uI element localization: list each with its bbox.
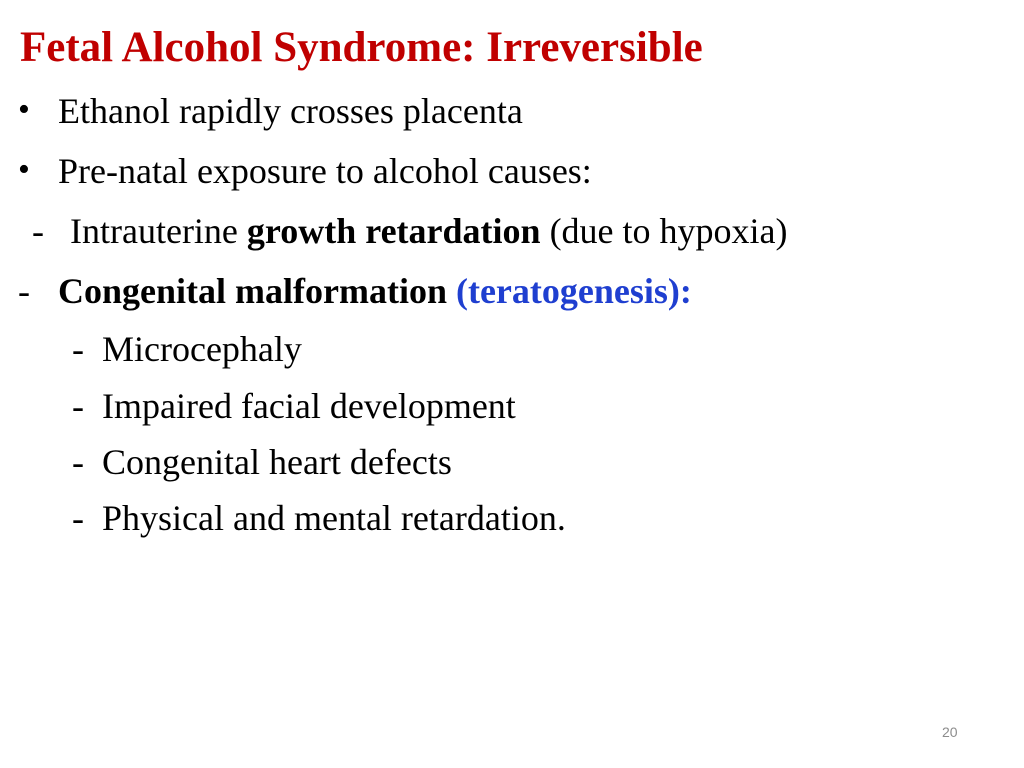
dash-item-blue: (teratogenesis): — [455, 271, 692, 311]
dash-item-text — [58, 270, 692, 313]
dash-item-suffix: (due to hypoxia) — [540, 211, 788, 251]
sub-item-text: Impaired facial development — [102, 386, 516, 426]
dash-item-prefix: Intrauterine — [70, 211, 247, 251]
sub-marker: - — [72, 329, 84, 369]
bullet-marker: • — [18, 91, 30, 128]
slide-title: Fetal Alcohol Syndrome: Irreversible — [20, 24, 703, 71]
sub-item-text: Congenital heart defects — [102, 442, 452, 482]
sub-marker: - — [72, 386, 84, 426]
dash-item-bold: growth retardation — [246, 211, 541, 251]
sub-item-text: Microcephaly — [102, 329, 302, 369]
bullet-text: Ethanol rapidly crosses placenta — [58, 91, 523, 131]
sub-item-text: Physical and mental retardation. — [102, 498, 566, 538]
page-number: 20 — [942, 724, 958, 740]
dash-marker: - — [18, 271, 30, 311]
bullet-text: Pre-natal exposure to alcohol causes: — [58, 151, 592, 191]
bullet-marker: • — [18, 151, 30, 188]
sub-marker: - — [72, 442, 84, 482]
dash-item-text — [70, 210, 788, 253]
dash-item-bold: Congenital malformation — [58, 271, 456, 311]
sub-marker: - — [72, 498, 84, 538]
dash-marker: - — [32, 211, 44, 251]
